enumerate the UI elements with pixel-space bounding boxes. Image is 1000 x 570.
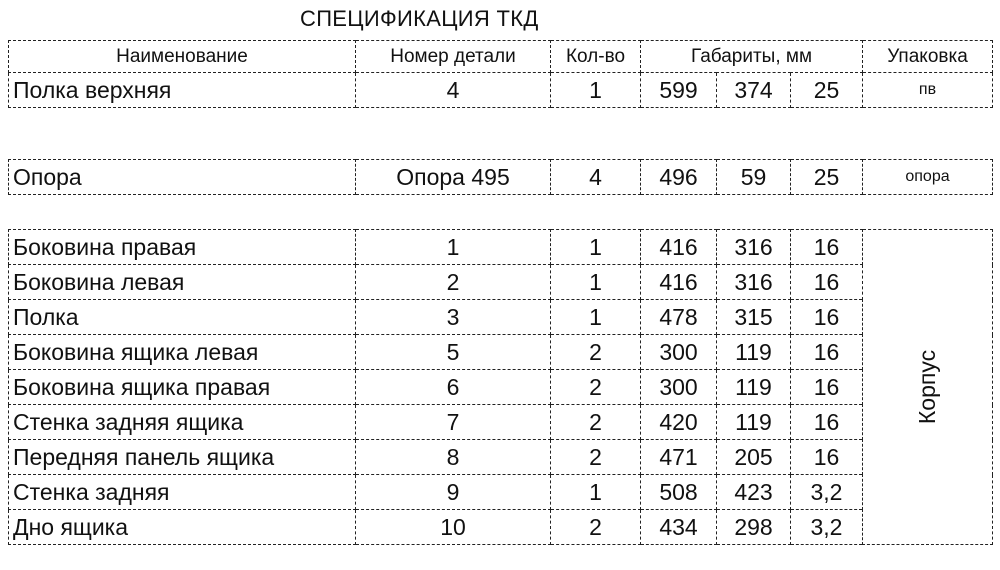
table-row bbox=[9, 265, 993, 300]
table-row bbox=[9, 335, 993, 370]
cell-name: Полка верхняя bbox=[9, 73, 356, 108]
cell-packaging: пв bbox=[863, 73, 993, 108]
cell-dim-1: 599 bbox=[641, 73, 717, 108]
cell-dim-2: 59 bbox=[717, 160, 791, 195]
cell-dim-2: 423 bbox=[717, 475, 791, 510]
cell-part: Опора 495 bbox=[356, 160, 551, 195]
cell-part: 2 bbox=[356, 265, 551, 300]
spec-header-table bbox=[8, 40, 993, 108]
table-row bbox=[9, 230, 993, 265]
cell-dim-2: 315 bbox=[717, 300, 791, 335]
cell-qty: 1 bbox=[551, 300, 641, 335]
table-row bbox=[9, 440, 993, 475]
cell-dim-1: 471 bbox=[641, 440, 717, 475]
cell-part: 8 bbox=[356, 440, 551, 475]
table-row bbox=[9, 405, 993, 440]
cell-dim-3: 3,2 bbox=[791, 510, 863, 545]
cell-part: 9 bbox=[356, 475, 551, 510]
cell-dim-1: 420 bbox=[641, 405, 717, 440]
cell-dim-1: 300 bbox=[641, 335, 717, 370]
cell-name: Боковина левая bbox=[9, 265, 356, 300]
cell-part: 3 bbox=[356, 300, 551, 335]
cell-name: Боковина правая bbox=[9, 230, 356, 265]
cell-part: 5 bbox=[356, 335, 551, 370]
cell-dim-2: 316 bbox=[717, 230, 791, 265]
cell-part: 7 bbox=[356, 405, 551, 440]
cell-qty: 1 bbox=[551, 73, 641, 108]
spec-support-table bbox=[8, 159, 993, 195]
cell-qty: 2 bbox=[551, 405, 641, 440]
cell-name: Боковина ящика правая bbox=[9, 370, 356, 405]
cell-dim-3: 16 bbox=[791, 405, 863, 440]
cell-dim-3: 25 bbox=[791, 160, 863, 195]
cell-part: 6 bbox=[356, 370, 551, 405]
header-part-number: Номер детали bbox=[356, 41, 551, 73]
cell-qty: 4 bbox=[551, 160, 641, 195]
cell-qty: 1 bbox=[551, 265, 641, 300]
cell-dim-1: 478 bbox=[641, 300, 717, 335]
packaging-group-cell bbox=[863, 230, 993, 545]
cell-part: 10 bbox=[356, 510, 551, 545]
cell-qty: 2 bbox=[551, 510, 641, 545]
cell-name: Опора bbox=[9, 160, 356, 195]
cell-dim-1: 496 bbox=[641, 160, 717, 195]
cell-dim-2: 119 bbox=[717, 405, 791, 440]
table-row bbox=[9, 73, 993, 108]
cell-name: Стенка задняя ящика bbox=[9, 405, 356, 440]
cell-qty: 2 bbox=[551, 370, 641, 405]
cell-qty: 2 bbox=[551, 440, 641, 475]
cell-name: Полка bbox=[9, 300, 356, 335]
cell-dim-2: 316 bbox=[717, 265, 791, 300]
cell-dim-1: 416 bbox=[641, 265, 717, 300]
header-row bbox=[9, 41, 993, 73]
cell-packaging: опора bbox=[863, 160, 993, 195]
cell-dim-2: 119 bbox=[717, 335, 791, 370]
cell-dim-2: 298 bbox=[717, 510, 791, 545]
cell-dim-2: 374 bbox=[717, 73, 791, 108]
header-dimensions: Габариты, мм bbox=[641, 41, 863, 73]
cell-dim-3: 16 bbox=[791, 265, 863, 300]
cell-dim-3: 25 bbox=[791, 73, 863, 108]
cell-dim-3: 3,2 bbox=[791, 475, 863, 510]
cell-qty: 1 bbox=[551, 230, 641, 265]
document-title: СПЕЦИФИКАЦИЯ ТКД bbox=[300, 6, 539, 31]
header-name: Наименование bbox=[9, 41, 356, 73]
cell-dim-3: 16 bbox=[791, 300, 863, 335]
cell-part: 1 bbox=[356, 230, 551, 265]
table-row bbox=[9, 300, 993, 335]
table-row bbox=[9, 370, 993, 405]
cell-dim-3: 16 bbox=[791, 370, 863, 405]
header-qty: Кол-во bbox=[551, 41, 641, 73]
cell-qty: 2 bbox=[551, 335, 641, 370]
cell-qty: 1 bbox=[551, 475, 641, 510]
cell-dim-1: 508 bbox=[641, 475, 717, 510]
cell-dim-1: 300 bbox=[641, 370, 717, 405]
spec-body-table bbox=[8, 229, 993, 545]
cell-dim-1: 434 bbox=[641, 510, 717, 545]
cell-dim-3: 16 bbox=[791, 440, 863, 475]
packaging-group-label: Корпус bbox=[914, 349, 941, 425]
cell-dim-3: 16 bbox=[791, 335, 863, 370]
table-row bbox=[9, 510, 993, 545]
cell-dim-1: 416 bbox=[641, 230, 717, 265]
cell-name: Передняя панель ящика bbox=[9, 440, 356, 475]
cell-name: Дно ящика bbox=[9, 510, 356, 545]
cell-part: 4 bbox=[356, 73, 551, 108]
cell-dim-2: 205 bbox=[717, 440, 791, 475]
table-row bbox=[9, 160, 993, 195]
cell-dim-3: 16 bbox=[791, 230, 863, 265]
table-row bbox=[9, 475, 993, 510]
cell-name: Боковина ящика левая bbox=[9, 335, 356, 370]
header-packaging: Упаковка bbox=[863, 41, 993, 73]
cell-dim-2: 119 bbox=[717, 370, 791, 405]
cell-name: Стенка задняя bbox=[9, 475, 356, 510]
